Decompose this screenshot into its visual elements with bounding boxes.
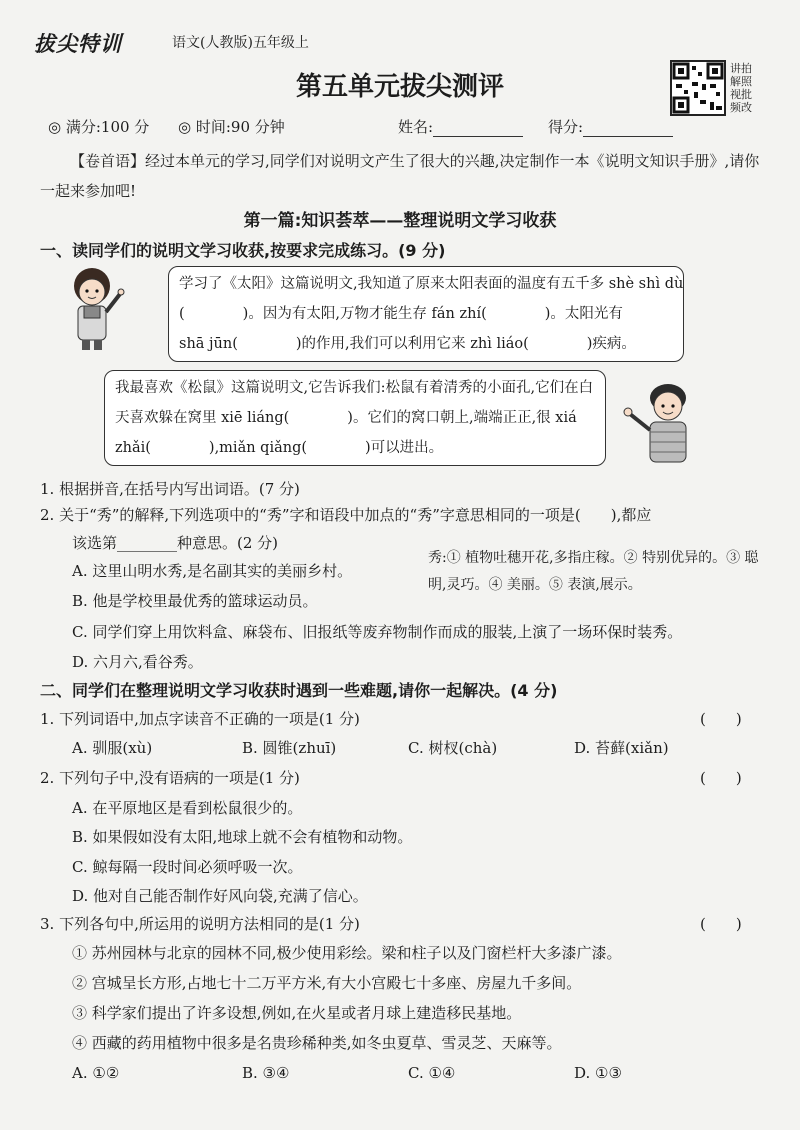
s2-question-2: 2. 下列句子中,没有语病的一项是(1 分) bbox=[40, 769, 300, 787]
name-label: 姓名: bbox=[398, 118, 434, 136]
section2-title: 二、同学们在整理说明文学习收获时遇到一些难题,请你一起解决。(4 分) bbox=[40, 681, 558, 700]
speech-bubble-squirrel bbox=[104, 370, 606, 466]
s2-q2-option[interactable]: C. 鲸每隔一段时间必须呼吸一次。 bbox=[72, 858, 303, 876]
s1-q2-option[interactable]: A. 这里山明水秀,是名副其实的美丽乡村。 bbox=[72, 562, 353, 580]
s2-q3-item: ② 宫城呈长方形,占地七十二万平方米,有大小宫殿七十多座、房屋九千多间。 bbox=[72, 974, 582, 992]
bubble2-line: zhǎi( ),miǎn qiǎng( )可以进出。 bbox=[115, 440, 444, 456]
s2-q3-option[interactable]: A. ①② bbox=[72, 1064, 120, 1082]
score-field[interactable] bbox=[548, 116, 673, 137]
s1-q2-option[interactable]: C. 同学们穿上用饮料盒、麻袋布、旧报纸等废弃物制作而成的服装,上演了一场环保时装秀。 bbox=[72, 623, 683, 641]
exam-time: ◎ 时间:90 分钟 bbox=[178, 118, 285, 136]
section1-title: 一、读同学们的说明文学习收获,按要求完成练习。(9 分) bbox=[40, 241, 446, 260]
bubble2-line: 天喜欢躲在窝里 xiē liáng( )。它们的窝口朝上,端端正正,很 xiá bbox=[115, 410, 577, 426]
s2-q1-option[interactable]: D. 苔藓(xiǎn) bbox=[574, 739, 669, 757]
part1-title: 第一篇:知识荟萃——整理说明文学习收获 bbox=[243, 211, 557, 231]
s2-q3-option[interactable]: C. ①④ bbox=[408, 1064, 456, 1082]
s1-question-1: 1. 根据拼音,在括号内写出词语。(7 分) bbox=[40, 480, 300, 498]
s1-q2-option[interactable]: D. 六月六,看谷秀。 bbox=[72, 653, 203, 671]
s2-q3-item: ④ 西藏的药用植物中很多是名贵珍稀种类,如冬虫夏草、雪灵芝、天麻等。 bbox=[72, 1034, 562, 1052]
answer-parenthesis[interactable]: ( ) bbox=[700, 915, 742, 933]
s2-q3-item: ③ 科学家们提出了许多设想,例如,在火星或者月球上建造移民基地。 bbox=[72, 1004, 522, 1022]
full-score: ◎ 满分:100 分 bbox=[48, 118, 150, 136]
s1-question-2: 2. 关于“秀”的解释,下列选项中的“秀”字和语段中加点的“秀”字意思相同的一项是( ),都应 bbox=[40, 506, 652, 524]
s2-q1-option[interactable]: B. 圆锥(zhuī) bbox=[242, 739, 337, 757]
s2-q3-item: ① 苏州园林与北京的园林不同,极少使用彩绘。梁和柱子以及门窗栏杆大多漆广漆。 bbox=[72, 944, 622, 962]
s2-question-3: 3. 下列各句中,所运用的说明方法相同的是(1 分) bbox=[40, 915, 360, 933]
page-title: 第五单元拔尖测评 bbox=[295, 72, 504, 102]
bubble1-line: ( )。因为有太阳,万物才能生存 fán zhí( )。太阳光有 bbox=[179, 306, 623, 322]
girl-illustration bbox=[44, 264, 156, 356]
s2-q2-option[interactable]: B. 如果假如没有太阳,地球上就不会有植物和动物。 bbox=[72, 828, 413, 846]
qr-note: 讲拍解照视批频改 bbox=[730, 62, 752, 114]
s2-q2-option[interactable]: A. 在平原地区是看到松鼠很少的。 bbox=[72, 799, 303, 817]
s1-question-2-cont: 该选第________种意思。(2 分) bbox=[72, 534, 279, 552]
bubble1-line: 学习了《太阳》这篇说明文,我知道了原来太阳表面的温度有五千多 shè shì dù bbox=[179, 276, 684, 292]
score-label: 得分: bbox=[548, 118, 584, 136]
s2-q2-option[interactable]: D. 他对自己能否制作好风向袋,充满了信心。 bbox=[72, 887, 368, 905]
xiu-definitions: 秀:① 植物吐穗开花,多指庄稼。② 特别优异的。③ 聪明,灵巧。④ 美丽。⑤ 表演,展示。 bbox=[428, 550, 759, 593]
name-field[interactable] bbox=[398, 116, 523, 137]
s2-q3-option[interactable]: B. ③④ bbox=[242, 1064, 290, 1082]
speech-bubble-sun bbox=[168, 266, 684, 362]
s1-q2-option[interactable]: B. 他是学校里最优秀的篮球运动员。 bbox=[72, 592, 318, 610]
series-label: 语文(人教版)五年级上 bbox=[172, 35, 309, 51]
boy-illustration bbox=[616, 376, 726, 476]
s2-q1-option[interactable]: A. 驯服(xù) bbox=[72, 739, 153, 757]
answer-parenthesis[interactable]: ( ) bbox=[700, 769, 742, 787]
bubble1-line: shā jūn( )的作用,我们可以利用它来 zhì liáo( )疾病。 bbox=[179, 336, 636, 352]
s2-question-1: 1. 下列词语中,加点字读音不正确的一项是(1 分) bbox=[40, 710, 360, 728]
qr-code-icon bbox=[670, 60, 726, 116]
intro-text: 【卷首语】经过本单元的学习,同学们对说明文产生了很大的兴趣,决定制作一本《说明文知识手册》,请你一起来参加吧! bbox=[40, 152, 760, 200]
bubble2-line: 我最喜欢《松鼠》这篇说明文,它告诉我们:松鼠有着清秀的小面孔,它们在白 bbox=[115, 380, 594, 396]
answer-parenthesis[interactable]: ( ) bbox=[700, 710, 742, 728]
s2-q1-option[interactable]: C. 树杈(chà) bbox=[408, 739, 498, 757]
brand-logo: 拔尖特训 bbox=[34, 32, 122, 56]
s2-q3-option[interactable]: D. ①③ bbox=[574, 1064, 622, 1082]
